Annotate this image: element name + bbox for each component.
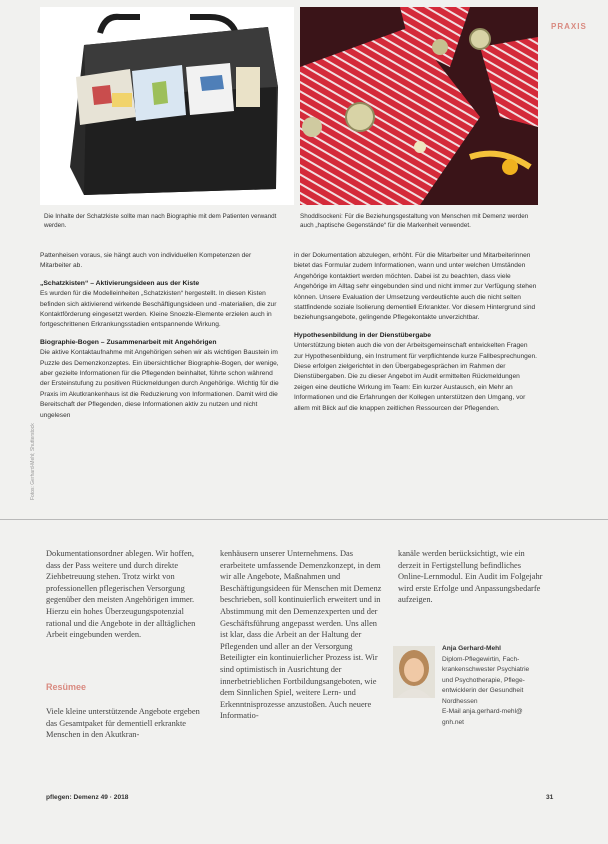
article-column-3 bbox=[398, 548, 546, 606]
info-box bbox=[40, 251, 538, 507]
author-name: Anja Gerhard-Mehl bbox=[442, 645, 501, 652]
author-line: Nordhessen bbox=[442, 697, 478, 705]
article-column-1 bbox=[46, 548, 208, 641]
photo-caption-left: Die Inhalte der Schatzkiste sollte man nach Biographie mit dem Patienten verwandt werden. bbox=[44, 213, 277, 229]
author-email: gnh.net bbox=[442, 718, 464, 726]
photo-caption-right: Shoddlsockeni: Für die Beziehungsgestaltung von Menschen mit Demenz werden auch „haptische Gegenstände“ für die Markenheit verwendet. bbox=[300, 213, 529, 229]
info-box-column-1 bbox=[40, 251, 284, 428]
author-email: E-Mail anja.gerhard-mehl@ bbox=[442, 708, 523, 715]
author-line: Diplom-Pflegewirtin, Fach- bbox=[442, 655, 520, 663]
knitted-socks-photo bbox=[300, 7, 538, 205]
biographie-heading: Biographie-Bogen – Zusammenarbeit mit Angehörigen bbox=[40, 338, 217, 346]
photo-credit: Fotos: Gerhard-Mehl; Shutterstock bbox=[30, 423, 36, 500]
journal-footer: pflegen: Demenz 49 · 2018 bbox=[46, 794, 129, 801]
page-number: 31 bbox=[546, 794, 554, 801]
hypothesen-text: Unterstützung bieten auch die von der Arbeitsgemeinschaft entwickelten Fragen zur Hypothesenbildung, ein Instrument für verpflichtende kurze Fallbesprechungen. Diese erfolgen zielgerichtet in den Übergabegesprächen im Rahmen der Dienstübergaben. Die zu dieser Angebot im Audit ermittelten Rückmeldungen zeigen eine deutliche Wirkung im Team: Ein kurzer Austausch, ein Mehr an Informationen und die Erfahrungen der Kollegen unterstützen den Umgang, vor allem mit Blick auf die knappen zeitlichen Ressourcen der Pflegenden. bbox=[294, 342, 538, 412]
article-col1-text: Dokumentationsordner ablegen. Wir hoffen, dass der Pass weitere und durch direkte Ziehbetreuung stehen. Trotz wirkt von professionellen pflegerischen Versorgung gegenüber den meisten Angehörigen immer. Hierzu ein hohes Überzeugungspotenzial rational und die Angebote in der alltäglichen Arbeit eingebunden werden. bbox=[46, 549, 196, 640]
hypothesen-heading: Hypothesenbildung in der Dienstübergabe bbox=[294, 331, 432, 339]
info-box-column-2 bbox=[294, 251, 538, 421]
article-col3-text: kanäle werden berücksichtigt, wie ein derzeit in Fertigstellung befindliches Online-Lernmodul. Ein Audit im Folgejahr wird erste Erfolge und Anpassungsbedarfe aufzeigen. bbox=[398, 549, 543, 605]
resume-text: Viele kleine unterstützende Angebote ergeben das Gesamtpaket für dementiell erkrankte Menschen in den Akutkran- bbox=[46, 707, 200, 740]
schatzkisten-text: Es wurden für die Modelleinheiten „Schatzkisten“ hergestellt. In diesen Kisten befinden sich aktivierend wirkende Beschäftigungsideen und -materialien, die zur Kontaktförderung eingesetzt werden. Kleine Snoezle-Elemente erzielen auch in fortgeschrittenen Erkrankungsstadien entspannende Wirkung. bbox=[40, 290, 277, 329]
author-info bbox=[442, 644, 550, 728]
section-label: PRAXIS bbox=[551, 22, 587, 31]
schatzkisten-heading: „Schatzkisten“ – Aktivierungsideen aus der Kiste bbox=[40, 279, 200, 287]
author-line: entwicklerin der Gesundheit bbox=[442, 687, 524, 694]
author-line: krankenschwester Psychiatrie bbox=[442, 666, 530, 673]
article-col2-text: kenhäusern unserer Unternehmens. Das erarbeitete umfassende Demenzkonzept, in dem wir alle Angebote, Maßnahmen und Beschäftigungsideen für Menschen mit Demenz beschrieben, soll kontinuierlich erweitert und in Abstimmung mit den Demenzexperten und der Geschäftsführung angepasst werden. Uns allen ist klar, dass die Arbeit an der Haltung der Pflegenden und aller an der Versorgung Beteiligter ein kontinuierlicher Prozess ist. Wir sind optimistisch in Ausrichtung der innerbetrieblichen Fortbildungsangeboten, wie dem Sinnlichen Spiel, weitere Lern- und Erkenntnisprozesse anzustoßen. Auch neuere Informatio- bbox=[220, 549, 382, 721]
box-col2-text: in der Dokumentation abzulegen, erhöht. Für die Mitarbeiter und Mitarbeiterinnen bietet das Formular zudem Informationen, wann und unter welchen Umständen Angehörige kontaktiert werden möchten. Dabei ist zu beachten, dass viele Angehörige im Alltag sehr eingebunden sind und nicht immer zur Verfügung stehen können. Unsere Evaluation der Umsetzung verdeutlichte auch die nicht selten stattfindende soziale Isolierung dementiell Erkrankter. Vor diesem Hintergrund sind beziehungsangebote, gelingende Pflegekontakte unverzichtbar. bbox=[294, 252, 537, 322]
biographie-text: Die aktive Kontaktaufnahme mit Angehörigen sehen wir als wichtigen Baustein im Puzzle des Demenzkonzeptes. Ein übersichtlicher Biographie-Bogen, der wenige, aber gezielte Informationen für die Pflegenden beinhaltet, führte schon während der Ersteinstufung zu positiven Rückmeldungen durch Angehörige. Wichtig für die Praxis im Akutkrankenhaus ist die Reduzierung von Informationen. Damit wird die Bereitschaft der Pflegenden, diese Informationen aktiv zu nutzen und nicht ungelesen bbox=[40, 349, 279, 419]
treasure-box-photo bbox=[40, 7, 294, 205]
article-column-2 bbox=[220, 548, 382, 722]
section-divider bbox=[0, 519, 608, 520]
box-intro-text: Pattenheisen voraus, sie hängt auch von individuellen Kompetenzen der Mitarbeiter ab. bbox=[40, 252, 252, 270]
author-avatar bbox=[393, 646, 435, 698]
resume-heading: Resümee bbox=[46, 682, 87, 692]
author-line: und Psychotherapie, Pflege- bbox=[442, 676, 525, 684]
